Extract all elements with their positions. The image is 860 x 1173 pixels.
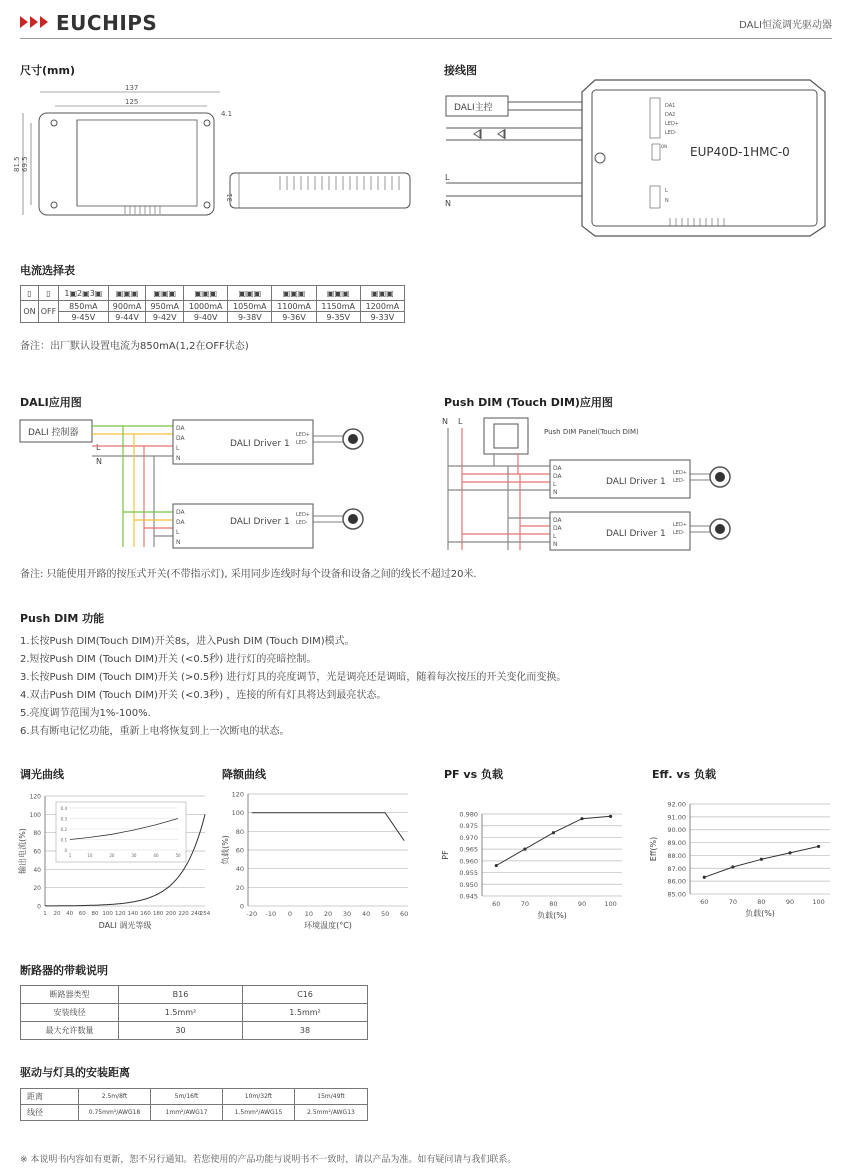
voltage-cell: 9-42V [146, 312, 184, 323]
data-point [731, 865, 734, 868]
distance-cell: 线径 [21, 1105, 79, 1121]
product-type: DALI恒流调光驱动器 [739, 20, 832, 31]
term-da1: DA1 [665, 103, 676, 109]
inset-frame [56, 802, 186, 862]
y-tick-label: 40 [235, 865, 244, 874]
breaker-cell: 38 [243, 1022, 368, 1040]
voltage-cell: 9-40V [184, 312, 228, 323]
y-axis-label: PF [441, 850, 450, 860]
x-tick-label: 70 [728, 898, 737, 906]
distance-cell: 2.5m/8ft [79, 1089, 151, 1105]
dim-69-5: 69.5 [21, 156, 29, 172]
push-func-item: 2.短按Push DIM (Touch DIM)开关 (<0.5秒) 进行灯的亮暗控制。 [20, 654, 317, 665]
breaker-cell: 30 [119, 1022, 243, 1040]
switch-1: 1 [64, 288, 70, 298]
pf-chart [440, 798, 640, 930]
on-switch-icon: ▯ [21, 286, 39, 301]
pin-da: DA [553, 465, 562, 472]
dimming-chart [15, 786, 215, 936]
dali-app-title: DALI应用图 [20, 396, 82, 409]
x-tick-label: 60 [78, 911, 86, 917]
distance-cell: 2.5mm²/AWG13 [295, 1105, 368, 1121]
pin-da: DA [176, 519, 185, 526]
pin-l: L [176, 445, 180, 452]
led-minus-label: LED- [296, 440, 308, 446]
current-table-title: 电流选择表 [20, 264, 75, 277]
y-tick-label: 120 [29, 793, 41, 801]
x-tick-label: 100 [812, 898, 825, 906]
breaker-cell: 最大允许数量 [21, 1022, 119, 1040]
pin-n: N [553, 541, 558, 548]
y-tick-label: 90.00 [667, 826, 686, 835]
distance-cell: 10m/32ft [223, 1089, 295, 1105]
y-tick-label: 0 [239, 902, 244, 911]
voltage-cell: 9-44V [108, 312, 146, 323]
led-minus-label: LED- [673, 478, 685, 484]
y-axis-label: Eff(%) [649, 836, 658, 862]
distance-cell: 5m/16ft [151, 1089, 223, 1105]
led-plus-label: LED+ [673, 470, 687, 476]
data-point [580, 817, 583, 820]
inset-y-tick: 0.4 [60, 806, 67, 811]
current-cell: 900mA [108, 301, 146, 312]
x-tick-label: -10 [265, 910, 277, 918]
y-axis-label: 负载(%) [221, 835, 230, 865]
footer-note: ※ 本说明书内容如有更新，恕不另行通知。若您使用的产品功能与说明书不一致时，请以产品为准。如有疑问请与我们联系。 [20, 1155, 517, 1165]
data-point [788, 851, 791, 854]
x-tick-label: 120 [115, 911, 126, 917]
distance-cell: 1.5mm²/AWG15 [223, 1105, 295, 1121]
current-cell: 1100mA [272, 301, 316, 312]
x-tick-label: 70 [520, 900, 529, 908]
pin-l: L [553, 481, 557, 488]
voltage-cell: 9-45V [59, 312, 109, 323]
pin-n: N [553, 489, 558, 496]
x-tick-label: 160 [140, 911, 151, 917]
term-da2: DA2 [665, 112, 676, 118]
distance-table [20, 1088, 368, 1121]
term-led-minus: LED- [665, 130, 677, 136]
x-tick-label: 60 [700, 898, 709, 906]
y-tick-label: 0.950 [459, 880, 478, 889]
y-tick-label: 0.960 [459, 857, 478, 866]
led-plus-label: LED+ [673, 522, 687, 528]
inset-y-tick: 0 [64, 848, 67, 853]
push-l-label: L [458, 417, 463, 426]
y-tick-label: 20 [33, 885, 41, 893]
y-tick-label: 0 [37, 903, 41, 911]
wiring-n-label: N [445, 199, 451, 208]
x-tick-label: 40 [66, 911, 74, 917]
x-tick-label: 240 [190, 911, 202, 917]
inset-y-tick: 0.3 [60, 816, 67, 822]
switch-3: 3 [89, 288, 95, 298]
x-tick-label: 20 [53, 911, 61, 917]
push-n-label: N [442, 417, 448, 426]
y-axis-label: 输出电流(%) [18, 828, 27, 874]
voltage-cell: 9-36V [272, 312, 316, 323]
data-point [703, 876, 706, 879]
x-tick-label: 80 [549, 900, 558, 908]
inset-x-tick: 10 [87, 853, 93, 858]
derating-chart-title: 降额曲线 [222, 768, 266, 781]
x-tick-label: 220 [178, 911, 189, 917]
inset-x-tick: 1 [68, 853, 72, 858]
pin-da: DA [553, 525, 562, 532]
series-line [496, 816, 610, 865]
data-point [495, 864, 498, 867]
current-cell: 850mA [59, 301, 109, 312]
current-cell: 1000mA [184, 301, 228, 312]
distance-cell: 0.75mm²/AWG18 [79, 1105, 151, 1121]
term-n: N [665, 198, 669, 204]
data-point [523, 848, 526, 851]
x-tick-label: 100 [102, 911, 113, 917]
x-tick-label: 30 [342, 910, 352, 918]
y-tick-label: 0.975 [459, 822, 478, 831]
x-tick-label: 140 [127, 911, 139, 917]
voltage-cell: 9-38V [228, 312, 272, 323]
euchips-logo-icon [20, 14, 54, 30]
term-led-plus: LED+ [665, 121, 679, 127]
push-func-item: 1.长按Push DIM(Touch DIM)开关8s，进入Push DIM (Touch DIM)模式。 [20, 636, 355, 647]
y-tick-label: 86.00 [667, 877, 686, 886]
current-cell: 1150mA [316, 301, 360, 312]
breaker-table [20, 985, 368, 1040]
breaker-cell: 安装线径 [21, 1004, 119, 1022]
term-l: L [665, 188, 668, 194]
x-tick-label: 10 [304, 910, 314, 918]
pin-n: N [176, 455, 181, 462]
x-tick-label: -20 [246, 910, 258, 918]
push-app-diagram [440, 410, 840, 555]
led-plus-label: LED+ [296, 512, 310, 518]
switch-2: 2 [77, 288, 83, 298]
dali-driver-label: DALI Driver 1 [230, 439, 290, 449]
pin-n: N [176, 539, 181, 546]
dimming-chart-title: 调光曲线 [20, 768, 64, 781]
x-tick-label: 90 [785, 898, 795, 906]
y-tick-label: 100 [29, 811, 41, 819]
pin-l: L [553, 533, 557, 540]
distance-cell: 距离 [21, 1089, 79, 1105]
x-axis-label: 负载(%) [537, 911, 567, 920]
eff-chart [648, 790, 848, 930]
x-tick-label: 0 [287, 910, 292, 918]
y-tick-label: 40 [33, 866, 41, 874]
y-tick-label: 120 [231, 790, 244, 799]
distance-title: 驱动与灯具的安装距离 [20, 1066, 130, 1079]
series-line [252, 813, 404, 841]
derating-chart [218, 786, 418, 936]
current-selection-table: ▯ ▯ 1▣2▣3▣ ▣▣▣ ▣▣▣ ▣▣▣ ▣▣▣ ▣▣▣ ▣▣▣ ▣▣▣ ON OFF 850mA 900mA 950mA 1000mA 1050mA 1100mA 1150mA 1200mA 9-45V 9-44V 9-42V 9-40V 9-38V 9-36V 9-35V 9-33V [20, 285, 405, 323]
x-tick-label: 20 [323, 910, 333, 918]
push-driver-label: DALI Driver 1 [606, 477, 666, 487]
current-table-note: 备注：出厂默认设置电流为850mA(1,2在OFF状态) [20, 341, 249, 352]
on-label: ON [21, 301, 39, 323]
y-tick-label: 20 [235, 883, 244, 892]
x-tick-label: 60 [400, 910, 409, 918]
x-axis-label: 环境温度(°C) [304, 921, 352, 930]
distance-cell: 15m/49ft [295, 1089, 368, 1105]
dim-31: 31 [226, 193, 234, 202]
x-tick-label: 180 [152, 911, 164, 917]
x-tick-label: 254 [199, 911, 211, 917]
voltage-cell: 9-33V [360, 312, 404, 323]
push-func-item: 4.双击Push DIM (Touch DIM)开关 (<0.3秒) ，连接的所有灯具将达到最亮状态。 [20, 690, 387, 701]
y-tick-label: 0.980 [459, 810, 478, 819]
push-func-item: 6.具有断电记忆功能，重新上电将恢复到上一次断电的状态。 [20, 726, 290, 737]
pin-da: DA [553, 517, 562, 524]
y-tick-label: 0.955 [459, 869, 478, 878]
y-tick-label: 85.00 [667, 890, 686, 899]
wiring-diagram [440, 78, 835, 238]
dali-driver-label: DALI Driver 1 [230, 517, 290, 527]
header-divider [20, 38, 832, 39]
breaker-cell: B16 [119, 986, 243, 1004]
eff-chart-title: Eff. vs 负载 [652, 768, 716, 781]
dali-app-diagram [18, 412, 378, 552]
breaker-cell: 1.5mm² [243, 1004, 368, 1022]
y-tick-label: 0.970 [459, 833, 478, 842]
x-tick-label: 80 [757, 898, 766, 906]
off-switch-icon: ▯ [39, 286, 59, 301]
breaker-cell: 断路器类型 [21, 986, 119, 1004]
y-tick-label: 80 [235, 827, 244, 836]
data-point [552, 831, 555, 834]
breaker-cell: C16 [243, 986, 368, 1004]
pin-da: DA [176, 509, 185, 516]
x-tick-label: 40 [361, 910, 371, 918]
x-tick-label: 90 [577, 900, 587, 908]
pin-da: DA [553, 473, 562, 480]
led-plus-label: LED+ [296, 432, 310, 438]
y-tick-label: 87.00 [667, 864, 686, 873]
brand-name: EUCHIPS [56, 11, 158, 35]
header [0, 0, 860, 40]
y-tick-label: 80 [33, 830, 41, 838]
inset-x-tick: 30 [131, 853, 137, 858]
push-func-item: 3.长按Push DIM (Touch DIM)开关 (>0.5秒) 进行灯具的亮度调节，光是调亮还是调暗，随着每次按压的开关变化而变换。 [20, 672, 567, 683]
pin-l: L [176, 529, 180, 536]
x-tick-label: 60 [492, 900, 501, 908]
x-axis-label: DALI 调光等级 [98, 921, 152, 930]
push-app-title: Push DIM (Touch DIM)应用图 [444, 396, 613, 409]
dip-on-label: ON [661, 144, 668, 149]
wiring-title: 接线图 [444, 64, 477, 77]
push-driver-label: DALI Driver 1 [606, 529, 666, 539]
y-tick-label: 88.00 [667, 851, 686, 860]
dali-controller-label: DALI 控制器 [28, 428, 79, 438]
y-tick-label: 60 [235, 846, 244, 855]
current-cell: 1050mA [228, 301, 272, 312]
dali-l-label: L [96, 443, 101, 452]
y-tick-label: 0.945 [459, 892, 478, 901]
distance-cell: 1mm²/AWG17 [151, 1105, 223, 1121]
inset-x-tick: 50 [175, 853, 181, 858]
dali-master-label: DALI主控 [454, 103, 493, 113]
dim-hole: 4.1 [221, 110, 233, 118]
series-line [704, 846, 818, 877]
inset-y-tick: 0.2 [60, 827, 67, 832]
dim-125: 125 [125, 98, 139, 106]
x-tick-label: 200 [165, 911, 177, 917]
pin-da: DA [176, 435, 185, 442]
data-point [817, 845, 820, 848]
breaker-cell: 1.5mm² [119, 1004, 243, 1022]
off-label: OFF [39, 301, 59, 323]
current-cell: 1200mA [360, 301, 404, 312]
x-tick-label: 80 [91, 911, 99, 917]
push-func-item: 5.亮度调节范围为1%-100%. [20, 708, 151, 719]
y-tick-label: 92.00 [667, 800, 686, 809]
dim-137: 137 [125, 84, 139, 92]
y-tick-label: 60 [33, 848, 41, 856]
push-func-title: Push DIM 功能 [20, 612, 105, 625]
y-tick-label: 91.00 [667, 813, 686, 822]
led-minus-label: LED- [296, 520, 308, 526]
app-note: 备注: 只能使用开路的按压式开关(不带指示灯), 采用同步连线时每个设备和设备之间的线长不超过20米. [20, 569, 477, 580]
pin-da: DA [176, 425, 185, 432]
current-cell: 950mA [146, 301, 184, 312]
y-tick-label: 0.965 [459, 845, 478, 854]
model-label: EUP40D-1HMC-0 [690, 145, 790, 159]
wiring-l-label: L [445, 173, 450, 182]
x-axis-label: 负载(%) [745, 909, 775, 918]
pf-chart-title: PF vs 负载 [444, 768, 503, 781]
dali-n-label: N [96, 457, 102, 466]
led-minus-label: LED- [673, 530, 685, 536]
x-tick-label: 1 [43, 911, 47, 917]
dim-81-5: 81.5 [13, 156, 21, 172]
data-point [760, 858, 763, 861]
inset-y-tick: 0.1 [60, 837, 67, 843]
dimensions-title: 尺寸(mm) [20, 64, 75, 77]
inset-x-tick: 20 [109, 853, 115, 858]
x-tick-label: 100 [604, 900, 617, 908]
dimension-drawing [15, 78, 425, 228]
push-panel-label: Push DIM Panel(Touch DIM) [544, 428, 639, 436]
y-tick-label: 89.00 [667, 839, 686, 848]
x-tick-label: 50 [381, 910, 390, 918]
voltage-cell: 9-35V [316, 312, 360, 323]
breaker-title: 断路器的带载说明 [20, 964, 108, 977]
inset-x-tick: 40 [153, 853, 159, 858]
y-tick-label: 100 [231, 809, 244, 818]
data-point [609, 815, 612, 818]
